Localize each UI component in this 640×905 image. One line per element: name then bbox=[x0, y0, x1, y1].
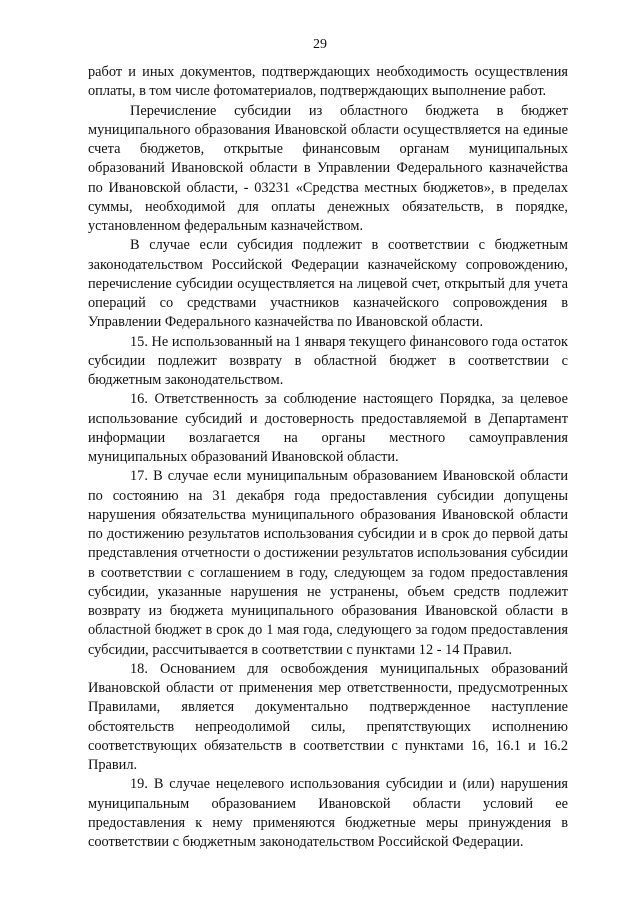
page-number: 29 bbox=[313, 37, 327, 52]
paragraph-item-19: 19. В случае нецелевого использования субсидии и (или) нарушения муниципальным образованием Ивановской области условий ее предоставления к нему применяются бюджетные меры принуждения в соответствии с бюджетным законодательством Российской Федерации. bbox=[88, 776, 568, 850]
paragraph-item-16: 16. Ответственность за соблюдение настоящего Порядка, за целевое использование субсидий и достоверность предоставляемой в Департамент информации возлагается на органы местного самоуправления муниципальных образований Ивановской области. bbox=[88, 391, 568, 465]
paragraph-continuation: работ и иных документов, подтверждающих необходимость осуществления оплаты, в том числе фотоматериалов, подтверждающих выполнение работ. bbox=[88, 64, 568, 100]
document-body bbox=[88, 63, 568, 852]
paragraph-item-18: 18. Основанием для освобождения муниципальных образований Ивановской области от применения мер ответственности, предусмотренных Правилами, является документально подтвержденное наступление обстоятельств непреодолимой силы, препятствующих исполнению соответствующих обязательств в соответствии с пунктами 16, 16.1 и 16.2 Правил. bbox=[88, 660, 568, 773]
paragraph-subsidy-transfer: Перечисление субсидии из областного бюджета в бюджет муниципального образования Ивановской области осуществляется на единые счета бюджетов, открытые финансовым органам муниципальных образований Ивановской области в Управлении Федерального казначейства по Ивановской области, - 03231 «Средства местных бюджетов», в пределах суммы, необходимой для оплаты денежных обязательств, в порядке, установленном федеральным казначейством. bbox=[88, 102, 568, 234]
paragraph-treasury-support: В случае если субсидия подлежит в соответствии с бюджетным законодательством Российской Федерации казначейскому сопровождению, перечисление субсидии осуществляется на лицевой счет, открытый для учета операций со средствами участников казначейского сопровождения в Управлении Федерального казначейства по Ивановской области. bbox=[88, 237, 568, 331]
paragraph-item-15: 15. Не использованный на 1 января текущего финансового года остаток субсидии подлежит возврату в областной бюджет в соответствии с бюджетным законодательством. bbox=[88, 333, 568, 388]
paragraph-item-17: 17. В случае если муниципальным образованием Ивановской области по состоянию на 31 декабря года предоставления субсидии допущены нарушения обязательства муниципального образования Ивановской области по достижению результатов использования субсидии и в срок до первой даты представления отчетности о достижении результатов использования субсидии в соответствии с соглашением в году, следующем за годом предоставления субсидии, указанные нарушения не устранены, объем средств подлежит возврату из бюджета муниципального образования Ивановской области в областной бюджет в срок до 1 мая года, следующего за годом предоставления субсидии, рассчитывается в соответствии с пунктами 12 - 14 Правил. bbox=[88, 468, 568, 658]
